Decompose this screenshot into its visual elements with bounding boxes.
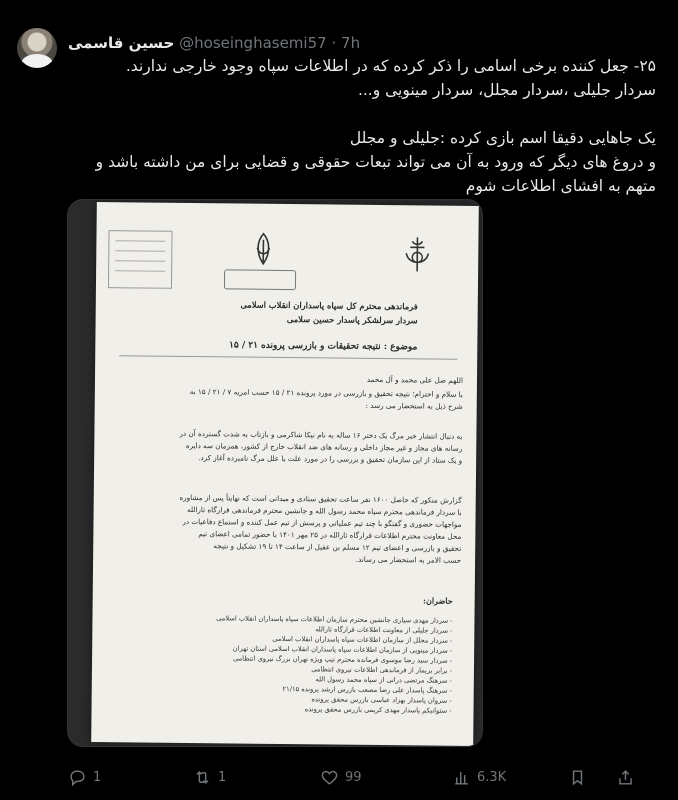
- document-intro: با سلام و احترام؛ نتیجه تحقیق و بازرسی در مورد پرونده ۲۱ / ۱۵ حسب امریه ۷ / ۲۱ / ۱۵ به: [189, 386, 463, 399]
- tweet-line: ۲۵- جعل کننده برخی اسامی را ذکر کرده که در اطلاعات سپاه وجود خارجی ندارند.: [125, 57, 656, 75]
- retweet-icon: [193, 768, 212, 787]
- views-chart-icon: [452, 768, 471, 787]
- document-photo: [91, 202, 479, 746]
- retweet-count: 1: [218, 769, 227, 785]
- document-attendees-list: [111, 612, 452, 716]
- tweet-line: و دروغ های دیگر که ورود به آن می تواند تبعات حقوقی و قضایی برای من داشته باشد و: [95, 153, 656, 171]
- document-attendee: - سرهنگ مرتضی درانی از سپاه محمد رسول الله: [315, 675, 452, 685]
- document-paragraph-line: به دنبال انتشار خبر مرگ یک دختر ۱۶ ساله به نام نیکا شاکرمی و بازتاب به شدت گسترده آن در: [179, 428, 463, 441]
- tweet-line: سردار جلیلی ،سردار مجلل، سردار مینویی و...: [357, 81, 656, 99]
- document-address-line: فرماندهی محترم کل سپاه پاسداران انقلاب اسلامی: [240, 299, 418, 312]
- views-count: 6.3K: [477, 769, 507, 785]
- tweet-image[interactable]: [67, 199, 483, 747]
- document-attendee: - سردار مینویی از سازمان اطلاعات سپاه پاسداران انقلاب اسلامی استان تهران: [232, 644, 453, 655]
- document-paragraph-line: و یک ستاد از این سازمان تحقیق و بررسی را در مورد علت یا علل مرگ نامبرده آغاز کرد.: [198, 453, 463, 465]
- document-attendee: - سردار مهدی سیاری جانشین محترم سازمان اطلاعات سپاه پاسداران انقلاب اسلامی: [216, 614, 453, 625]
- document-paragraph-line: حسب الامر به استحضار می رساند.: [355, 554, 462, 565]
- tweet-time[interactable]: 7h: [341, 34, 361, 52]
- document-paragraph-line: مواجهات حضوری و گفتگو با چند تیم عملیاتی و پرسش از تیم عمل کننده و استماع دفاعیات در: [182, 516, 462, 529]
- document-greeting: اللهم صل علی محمد و آل محمد: [366, 374, 464, 385]
- reply-button[interactable]: [68, 762, 101, 792]
- tweet-header: [68, 32, 658, 54]
- document-address-line: سردار سرلشکر پاسدار حسین سلامی: [286, 314, 418, 326]
- author-avatar[interactable]: [17, 28, 57, 68]
- document-attendee: - ستوانیکم پاسدار مهدی کریمی بازرس محقق پرونده: [304, 705, 452, 715]
- irgc-emblem-icon: [398, 233, 436, 277]
- tweet-action-bar: [68, 762, 634, 792]
- like-count: 99: [345, 769, 362, 785]
- stamp-box: [224, 269, 296, 290]
- document-intro: شرح ذیل به استحضار می رسد :: [365, 400, 463, 411]
- document-attendees-title: حاضران:: [422, 595, 453, 606]
- reply-count: 1: [93, 769, 102, 785]
- document-subject: موضوع : نتیجه تحقیقات و بازرسی پرونده ۲۱ / ۱۵: [228, 340, 418, 353]
- document-paragraph-line: با سردار فرماندهی محترم سپاه محمد رسول الله و جانشین محترم فرماندهی قرارگاه ثارالله: [186, 504, 462, 517]
- like-button[interactable]: [320, 762, 362, 792]
- separator-dot: ·: [331, 34, 337, 52]
- document-attendee: - سرهنگ پاسدار علی رضا مصعب بازرس ارشد پرونده ۲۱/۱۵: [282, 684, 452, 695]
- share-button[interactable]: [616, 762, 641, 792]
- tweet-line: یک جاهایی دقیقا اسم بازی کرده :جلیلی و مجلل: [349, 129, 656, 147]
- reply-icon: [68, 768, 87, 787]
- document-attendee: - سردار مجلل از سازمان اطلاعات سپاه پاسداران انقلاب اسلامی: [272, 634, 453, 645]
- document-attendee: - سروان پاسدار بهزاد عباسی بازرس محقق پرونده: [311, 695, 452, 705]
- heart-icon: [320, 768, 339, 787]
- tweet-text: [76, 54, 656, 198]
- author-name[interactable]: حسین قاسمی: [68, 34, 175, 52]
- iran-emblem-icon: [246, 230, 280, 270]
- document-paragraph-line: رسانه های مجاز و غیر مجاز داخلی و رسانه های ضد انقلاب خارج از کشور، همزمان سه دایره: [185, 440, 463, 453]
- document-paragraph-line: محل معاونت محترم اطلاعات قرارگاه ثارالله در ۲۵ مهر ۱۴۰۱ با حضور تمامی اعضای تیم: [198, 529, 462, 541]
- share-icon: [616, 768, 635, 787]
- retweet-button[interactable]: [193, 762, 226, 792]
- document-reference-box: [108, 230, 173, 289]
- document-paragraph-line: گزارش منکور که حاصل ۱۶۰۰ نفر ساعت تحقیق ستادی و میدانی است که نهایتاً پس از مشاوره: [179, 492, 462, 505]
- bookmark-icon: [568, 768, 587, 787]
- views-button[interactable]: [452, 762, 506, 792]
- author-handle[interactable]: @hoseinghasemi57: [179, 34, 327, 52]
- document-attendee: - سردار جلیلی از معاونت اطلاعات قرارگاه ثارالله: [315, 625, 453, 635]
- tweet-line: متهم به افشای اطلاعات شوم: [465, 177, 656, 195]
- bookmark-button[interactable]: [568, 762, 593, 792]
- document-attendee: - برابر بریمار از فرماندهی اطلاعات نیروی انتظامی: [311, 665, 452, 675]
- document-attendee: - سردار سید رضا موسوی فرمانده محترم تیپ ویژه تهران بزرگ نیروی انتظامی: [233, 654, 453, 665]
- document-divider: [119, 355, 457, 360]
- document-paragraph-line: تحقیق و بازرسی و اعضای تیم ۱۲ مسلم بن عقیل از ساعت ۱۴ تا ۱۹ تشکیل و نتیجه: [213, 541, 462, 553]
